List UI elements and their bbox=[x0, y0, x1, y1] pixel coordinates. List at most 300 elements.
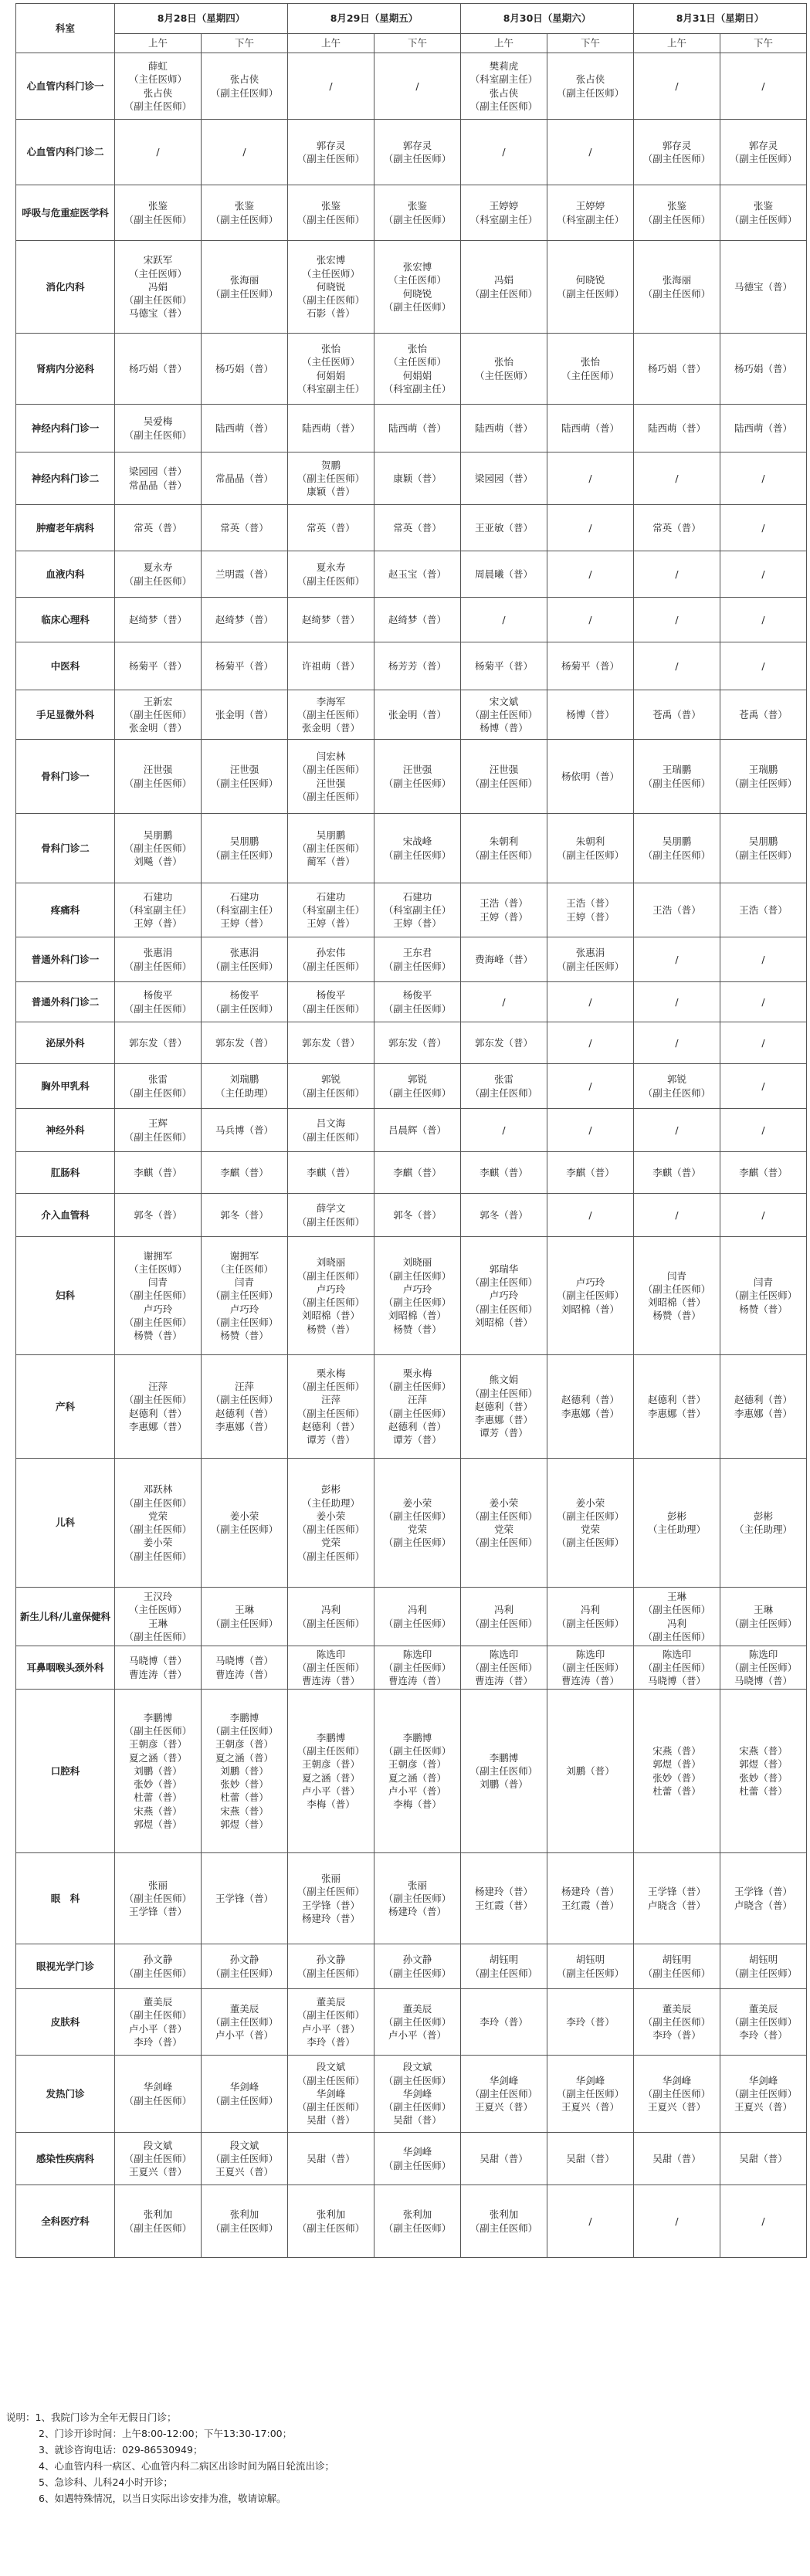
pm-slot-cell bbox=[374, 982, 461, 1022]
doctor-line: （副主任医师） bbox=[642, 1967, 711, 1979]
doctor-line: 兰明霞（普） bbox=[215, 568, 273, 580]
pm-slot-cell bbox=[202, 1237, 288, 1355]
pm-slot-cell bbox=[547, 690, 634, 740]
doctor-line: （副主任医师） bbox=[556, 1661, 625, 1673]
pm-slot-cell bbox=[374, 883, 461, 937]
doctor-line: （副主任医师） bbox=[642, 1604, 711, 1616]
doctor-line: / bbox=[588, 521, 592, 534]
doctor-line: 张利加 bbox=[143, 2208, 173, 2221]
doctor-line: / bbox=[588, 1208, 592, 1221]
doctor-line: 杨巧娟（普） bbox=[128, 362, 187, 375]
table-row bbox=[16, 642, 807, 690]
doctor-line: （副主任医师） bbox=[469, 777, 538, 789]
am-slot-cell bbox=[288, 452, 374, 505]
doctor-line: （副主任医师） bbox=[642, 153, 711, 164]
doctor-line: 王新宏 bbox=[143, 695, 173, 707]
dept-name: 儿科 bbox=[16, 1459, 115, 1588]
doctor-line: 何晓锐 bbox=[575, 274, 605, 286]
table-row bbox=[16, 1690, 807, 1853]
doctor-line: （副主任医师） bbox=[210, 1967, 279, 1979]
pm-slot-cell bbox=[720, 1022, 807, 1064]
pm-slot-cell bbox=[720, 598, 807, 642]
doctor-line: 杜蕾（普） bbox=[652, 1785, 701, 1797]
pm-slot-cell bbox=[720, 1989, 807, 2056]
schedule-table bbox=[15, 3, 807, 2258]
pm-header: 下午 bbox=[202, 34, 288, 53]
pm-slot-cell bbox=[202, 1152, 288, 1194]
doctor-line: 郭存灵 bbox=[316, 139, 346, 151]
pm-slot-cell bbox=[547, 642, 634, 690]
table-row bbox=[16, 1109, 807, 1152]
doctor-line: （副主任医师） bbox=[469, 287, 538, 300]
doctor-line: 郭煜（普） bbox=[220, 1818, 269, 1830]
doctor-line: 常晶晶（普） bbox=[128, 479, 187, 491]
am-slot-cell bbox=[288, 551, 374, 598]
doctor-line: 曹连涛（普） bbox=[561, 1675, 619, 1687]
doctor-line: （主任医师） bbox=[301, 356, 360, 368]
doctor-line: （副主任医师） bbox=[469, 1510, 538, 1522]
am-slot-cell bbox=[461, 1152, 547, 1194]
am-slot-cell bbox=[288, 937, 374, 982]
pm-slot-cell bbox=[374, 2133, 461, 2185]
doctor-line: 曹连涛（普） bbox=[474, 1675, 533, 1687]
doctor-line: 郭存灵 bbox=[748, 139, 778, 151]
doctor-line: 张金明（普） bbox=[215, 708, 273, 720]
pm-slot-cell bbox=[374, 1109, 461, 1152]
pm-header: 下午 bbox=[547, 34, 634, 53]
doctor-line: 杨赞（普） bbox=[220, 1330, 269, 1342]
am-slot-cell bbox=[634, 1646, 720, 1690]
pm-slot-cell bbox=[374, 740, 461, 814]
doctor-line: 汪世强 bbox=[229, 764, 259, 776]
doctor-line: （副主任医师） bbox=[469, 849, 538, 861]
doctor-line: 卢小平（普） bbox=[388, 2029, 446, 2042]
doctor-line: / bbox=[761, 521, 765, 534]
doctor-line: / bbox=[675, 1208, 679, 1221]
doctor-line: 卢巧玲 bbox=[316, 1283, 346, 1295]
doctor-line: 蔺军（普） bbox=[307, 856, 355, 868]
doctor-line: （副主任医师） bbox=[556, 287, 625, 300]
doctor-line: 马德宝（普） bbox=[734, 280, 792, 293]
doctor-line: 张占侠 bbox=[575, 73, 605, 86]
doctor-line: 王浩（普） bbox=[480, 897, 528, 910]
pm-slot-cell bbox=[202, 1989, 288, 2056]
doctor-line: 汪世强 bbox=[143, 764, 173, 776]
pm-slot-cell bbox=[202, 883, 288, 937]
doctor-line: 薛虹 bbox=[147, 60, 168, 72]
doctor-line: 熊文娟 bbox=[489, 1374, 519, 1386]
doctor-line: 夏之涵（普） bbox=[215, 1751, 273, 1764]
doctor-line: （副主任医师） bbox=[469, 100, 538, 112]
doctor-line: （副主任医师） bbox=[210, 1316, 279, 1328]
doctor-line: （副主任医师） bbox=[383, 2101, 452, 2113]
dept-name: 妇科 bbox=[16, 1237, 115, 1355]
doctor-line: 张鉴 bbox=[666, 200, 686, 212]
pm-slot-cell bbox=[547, 1459, 634, 1588]
doctor-line: 李惠娜（普） bbox=[474, 1414, 533, 1426]
doctor-line: 闫青 bbox=[753, 1276, 773, 1289]
doctor-line: （副主任医师） bbox=[383, 1745, 452, 1757]
doctor-line: （副主任医师） bbox=[383, 1407, 452, 1419]
doctor-line: 冯利 bbox=[580, 1604, 600, 1616]
doctor-line: 陆西萌（普） bbox=[561, 422, 619, 434]
pm-slot-cell bbox=[720, 452, 807, 505]
doctor-line: （科室副主任） bbox=[297, 382, 365, 395]
am-slot-cell bbox=[634, 1022, 720, 1064]
pm-slot-cell bbox=[202, 53, 288, 120]
doctor-line: 杨巧娟（普） bbox=[734, 362, 792, 375]
doctor-line: 石影（普） bbox=[307, 307, 355, 320]
dept-name: 肛肠科 bbox=[16, 1152, 115, 1194]
doctor-line: 卢晓含（普） bbox=[734, 1899, 792, 1911]
doctor-line: 张金明（普） bbox=[301, 722, 360, 734]
doctor-line: 宋文斌 bbox=[489, 695, 519, 707]
doctor-line: 刘昭棉（普） bbox=[647, 1296, 706, 1308]
doctor-line: 王琳 bbox=[147, 1617, 168, 1629]
doctor-line: 周晨曦（普） bbox=[474, 568, 533, 580]
doctor-line: 郭冬（普） bbox=[220, 1208, 269, 1221]
doctor-line: 陈选印 bbox=[316, 1648, 346, 1660]
doctor-line: 张惠涓 bbox=[143, 947, 173, 959]
doctor-line: 张丽 bbox=[320, 1873, 341, 1884]
pm-slot-cell bbox=[547, 2056, 634, 2133]
doctor-line: 常英（普） bbox=[220, 521, 269, 534]
doctor-line: 党荣 bbox=[493, 1524, 513, 1535]
dept-name: 全科医疗科 bbox=[16, 2185, 115, 2258]
doctor-line: 吕晨辉（普） bbox=[388, 1124, 446, 1136]
dept-name: 新生儿科/儿童保健科 bbox=[16, 1588, 115, 1646]
am-slot-cell bbox=[115, 53, 202, 120]
am-slot-cell bbox=[288, 1690, 374, 1853]
pm-slot-cell bbox=[720, 551, 807, 598]
doctor-line: （科室副主任） bbox=[297, 903, 365, 916]
dept-name: 骨科门诊二 bbox=[16, 814, 115, 883]
doctor-line: 石建功 bbox=[316, 890, 346, 903]
doctor-line: 陆西萌（普） bbox=[215, 422, 273, 434]
doctor-line: 姜小荣 bbox=[143, 1537, 173, 1549]
doctor-line: （副主任医师） bbox=[210, 777, 279, 789]
pm-slot-cell bbox=[202, 405, 288, 452]
pm-slot-cell bbox=[374, 1853, 461, 1944]
doctor-line: 陆西萌（普） bbox=[474, 422, 533, 434]
doctor-line: （主任医师） bbox=[561, 369, 619, 381]
doctor-line: 彭彬 bbox=[320, 1483, 341, 1496]
pm-slot-cell bbox=[374, 1355, 461, 1459]
doctor-line: 董美辰 bbox=[229, 2002, 259, 2015]
doctor-line: 马晓博（普） bbox=[128, 1655, 187, 1667]
pm-slot-cell bbox=[374, 334, 461, 405]
doctor-line: / bbox=[502, 995, 506, 1008]
pm-slot-cell bbox=[202, 551, 288, 598]
table-row bbox=[16, 2185, 807, 2258]
doctor-line: 张宏博 bbox=[316, 254, 346, 266]
dept-name: 神经内科门诊一 bbox=[16, 405, 115, 452]
pm-slot-cell bbox=[202, 982, 288, 1022]
doctor-line: 姜小荣 bbox=[229, 1510, 259, 1522]
pm-slot-cell bbox=[547, 334, 634, 405]
doctor-line: 石建功 bbox=[143, 890, 173, 903]
doctor-line: 刘鹏（普） bbox=[566, 1764, 615, 1777]
doctor-line: 王夏兴（普） bbox=[647, 2101, 706, 2113]
doctor-line: 杨博（普） bbox=[480, 722, 528, 734]
doctor-line: 吴朋鹏 bbox=[316, 829, 346, 841]
doctor-line: 王学锋（普） bbox=[647, 1886, 706, 1898]
doctor-line: 陈选印 bbox=[575, 1648, 605, 1660]
doctor-line: （副主任医师） bbox=[469, 1086, 538, 1099]
doctor-line: 郭存灵 bbox=[402, 139, 432, 151]
table-row bbox=[16, 452, 807, 505]
doctor-line: / bbox=[761, 2215, 765, 2227]
doctor-line: 梁园园（普） bbox=[128, 466, 187, 478]
doctor-line: （副主任医师） bbox=[383, 1661, 452, 1673]
pm-slot-cell bbox=[202, 690, 288, 740]
doctor-line: 宋燕（普） bbox=[652, 1745, 701, 1757]
am-slot-cell bbox=[461, 334, 547, 405]
doctor-line: 吴甜（普） bbox=[652, 2152, 701, 2164]
doctor-line: 杨赞（普） bbox=[652, 1310, 701, 1322]
am-slot-cell bbox=[461, 598, 547, 642]
doctor-line: （副主任医师） bbox=[469, 708, 538, 720]
doctor-line: 赵德利（普） bbox=[301, 1420, 360, 1432]
pm-slot-cell bbox=[547, 1152, 634, 1194]
am-slot-cell bbox=[634, 2133, 720, 2185]
doctor-line: （副主任医师） bbox=[729, 153, 798, 164]
dept-name: 眼视光学门诊 bbox=[16, 1944, 115, 1989]
doctor-line: （副主任医师） bbox=[124, 1290, 192, 1302]
doctor-line: / bbox=[588, 146, 592, 158]
doctor-line: 王亚敏（普） bbox=[474, 521, 533, 534]
table-row bbox=[16, 883, 807, 937]
pm-slot-cell bbox=[374, 53, 461, 120]
doctor-line: 党荣 bbox=[147, 1510, 168, 1522]
doctor-line: / bbox=[761, 472, 765, 484]
pm-slot-cell bbox=[374, 1989, 461, 2056]
pm-slot-cell bbox=[202, 1646, 288, 1690]
doctor-line: （副主任医师） bbox=[297, 1617, 365, 1629]
doctor-line: 刘鹏（普） bbox=[134, 1764, 182, 1777]
am-slot-cell bbox=[461, 1194, 547, 1237]
dept-name: 胸外甲乳科 bbox=[16, 1064, 115, 1109]
doctor-line: （副主任医师） bbox=[729, 2087, 798, 2100]
doctor-line: / bbox=[761, 1036, 765, 1049]
pm-slot-cell bbox=[547, 1194, 634, 1237]
doctor-line: （副主任医师） bbox=[556, 2087, 625, 2100]
doctor-line: 王婷婷 bbox=[575, 200, 605, 212]
dept-name: 血液内科 bbox=[16, 551, 115, 598]
am-slot-cell bbox=[634, 2185, 720, 2258]
doctor-line: 王琳 bbox=[666, 1591, 686, 1602]
doctor-line: 张鉴 bbox=[147, 200, 168, 212]
doctor-line: 李玲（普） bbox=[307, 2035, 355, 2048]
pm-slot-cell bbox=[547, 2185, 634, 2258]
am-slot-cell bbox=[115, 1944, 202, 1989]
doctor-line: 段文斌 bbox=[402, 2061, 432, 2073]
am-slot-cell bbox=[461, 1459, 547, 1588]
doctor-line: （副主任医师） bbox=[642, 287, 711, 300]
doctor-line: 杨建玲（普） bbox=[388, 1906, 446, 1918]
doctor-line: 卢小平（普） bbox=[388, 1785, 446, 1797]
doctor-line: 何晓锐 bbox=[316, 280, 346, 293]
am-slot-cell bbox=[461, 937, 547, 982]
am-slot-cell bbox=[634, 1064, 720, 1109]
doctor-line: / bbox=[588, 1124, 592, 1136]
pm-slot-cell bbox=[374, 551, 461, 598]
am-slot-cell bbox=[634, 2056, 720, 2133]
dept-name: 眼 科 bbox=[16, 1853, 115, 1944]
day-header: 8月29日（星期五） bbox=[288, 4, 461, 34]
doctor-line: 张利加 bbox=[316, 2208, 346, 2221]
note-line: 5、急诊科、儿科24小时开诊； bbox=[39, 2476, 173, 2488]
pm-slot-cell bbox=[202, 120, 288, 185]
am-slot-cell bbox=[115, 241, 202, 334]
pm-slot-cell bbox=[202, 598, 288, 642]
am-header: 上午 bbox=[288, 34, 374, 53]
doctor-line: 何娟娟 bbox=[316, 369, 346, 381]
doctor-line: 常晶晶（普） bbox=[215, 472, 273, 484]
pm-slot-cell bbox=[202, 1853, 288, 1944]
doctor-line: 吴朋鹏 bbox=[229, 836, 259, 848]
table-row bbox=[16, 1355, 807, 1459]
am-slot-cell bbox=[461, 740, 547, 814]
doctor-line: 李鹏博 bbox=[489, 1751, 519, 1764]
doctor-line: 郭东发（普） bbox=[128, 1036, 187, 1049]
doctor-line: 曹连涛（普） bbox=[215, 1668, 273, 1680]
am-slot-cell bbox=[288, 740, 374, 814]
am-slot-cell bbox=[115, 2185, 202, 2258]
doctor-line: 郭煜（普） bbox=[134, 1818, 182, 1830]
doctor-line: 杨依明（普） bbox=[561, 770, 619, 782]
doctor-line: 李玲（普） bbox=[652, 2029, 701, 2042]
doctor-line: 王朝彦（普） bbox=[128, 1738, 187, 1751]
doctor-line: 吕文海 bbox=[316, 1117, 346, 1130]
doctor-line: 王夏兴（普） bbox=[474, 2101, 533, 2113]
pm-slot-cell bbox=[202, 1690, 288, 1853]
doctor-line: 谢拥军 bbox=[143, 1249, 173, 1262]
pm-slot-cell bbox=[720, 1588, 807, 1646]
pm-slot-cell bbox=[374, 120, 461, 185]
doctor-line: （副主任医师） bbox=[210, 1617, 279, 1629]
am-slot-cell bbox=[115, 120, 202, 185]
pm-slot-cell bbox=[374, 1194, 461, 1237]
schedule-page bbox=[15, 3, 806, 2258]
doctor-line: / bbox=[761, 1208, 765, 1221]
table-row bbox=[16, 185, 807, 241]
doctor-line: （副主任医师） bbox=[297, 1886, 365, 1898]
table-row bbox=[16, 1989, 807, 2056]
am-slot-cell bbox=[461, 883, 547, 937]
doctor-line: （副主任医师） bbox=[210, 1290, 279, 1302]
doctor-line: （科室副主任） bbox=[469, 73, 538, 86]
doctor-line: （副主任医师） bbox=[383, 1892, 452, 1904]
doctor-line: 张妙（普） bbox=[134, 1778, 182, 1791]
doctor-line: （科室副主任） bbox=[210, 903, 279, 916]
doctor-line: 康颖（普） bbox=[307, 486, 355, 498]
doctor-line: 何晓锐 bbox=[402, 287, 432, 300]
am-slot-cell bbox=[115, 1459, 202, 1588]
doctor-line: 张丽 bbox=[147, 1879, 168, 1891]
doctor-line: 谢拥军 bbox=[229, 1249, 259, 1262]
day-header: 8月30日（星期六） bbox=[461, 4, 634, 34]
pm-slot-cell bbox=[374, 505, 461, 551]
pm-slot-cell bbox=[374, 1690, 461, 1853]
pm-slot-cell bbox=[720, 814, 807, 883]
pm-slot-cell bbox=[547, 1588, 634, 1646]
pm-slot-cell bbox=[547, 1690, 634, 1853]
pm-slot-cell bbox=[547, 185, 634, 241]
doctor-line: 宋燕（普） bbox=[739, 1745, 788, 1757]
table-row bbox=[16, 405, 807, 452]
doctor-line: 朱朝利 bbox=[489, 836, 519, 848]
doctor-line: 王婷（普） bbox=[566, 910, 615, 923]
am-slot-cell bbox=[461, 1237, 547, 1355]
pm-slot-cell bbox=[720, 405, 807, 452]
doctor-line: （副主任医师） bbox=[297, 1269, 365, 1282]
pm-slot-cell bbox=[720, 1194, 807, 1237]
doctor-line: 卢晓含（普） bbox=[647, 1899, 706, 1911]
doctor-line: / bbox=[502, 146, 506, 158]
doctor-line: 杜蕾（普） bbox=[739, 1785, 788, 1797]
doctor-line: （副主任医师） bbox=[556, 1290, 625, 1302]
doctor-line: （副主任医师） bbox=[383, 2222, 452, 2234]
doctor-line: （副主任医师） bbox=[124, 1394, 192, 1406]
doctor-line: 冯利 bbox=[320, 1604, 341, 1616]
am-slot-cell bbox=[634, 1588, 720, 1646]
doctor-line: 夏之涵（普） bbox=[301, 1771, 360, 1784]
am-header: 上午 bbox=[461, 34, 547, 53]
doctor-line: （副主任医师） bbox=[297, 960, 365, 972]
doctor-line: 王夏兴（普） bbox=[215, 2166, 273, 2178]
am-slot-cell bbox=[461, 241, 547, 334]
am-slot-cell bbox=[115, 185, 202, 241]
doctor-line: 马晓博（普） bbox=[215, 1655, 273, 1667]
dept-name: 心血管内科门诊一 bbox=[16, 53, 115, 120]
am-slot-cell bbox=[461, 1064, 547, 1109]
pm-slot-cell bbox=[720, 334, 807, 405]
doctor-line: 苍禹（普） bbox=[652, 708, 701, 720]
table-row bbox=[16, 937, 807, 982]
doctor-line: / bbox=[761, 995, 765, 1008]
am-slot-cell bbox=[634, 185, 720, 241]
doctor-line: 华剑峰 bbox=[229, 2081, 259, 2093]
doctor-line: / bbox=[675, 659, 679, 672]
doctor-line: 李麒（普） bbox=[652, 1166, 701, 1178]
dept-name: 发热门诊 bbox=[16, 2056, 115, 2133]
doctor-line: （副主任医师） bbox=[124, 708, 192, 720]
table-row bbox=[16, 690, 807, 740]
doctor-line: 栗永梅 bbox=[316, 1367, 346, 1379]
doctor-line: 卢巧玲 bbox=[402, 1283, 432, 1295]
am-slot-cell bbox=[461, 452, 547, 505]
doctor-line: 常英（普） bbox=[307, 521, 355, 534]
doctor-line: 杨建玲（普） bbox=[474, 1886, 533, 1898]
doctor-line: （主任医师） bbox=[128, 1604, 187, 1616]
doctor-line: 孙宏伟 bbox=[316, 947, 346, 959]
doctor-line: （副主任医师） bbox=[469, 1387, 538, 1399]
doctor-line: （副主任医师） bbox=[642, 777, 711, 789]
doctor-line: （副主任医师） bbox=[124, 1002, 192, 1015]
doctor-line: 王浩（普） bbox=[739, 903, 788, 916]
doctor-line: 姜小荣 bbox=[316, 1510, 346, 1522]
doctor-line: 闫青 bbox=[147, 1276, 168, 1289]
am-slot-cell bbox=[288, 1022, 374, 1064]
doctor-line: 张雷 bbox=[147, 1073, 168, 1086]
doctor-line: （副主任医师） bbox=[124, 1524, 192, 1535]
doctor-line: 石建功 bbox=[229, 890, 259, 903]
doctor-line: / bbox=[588, 1080, 592, 1092]
doctor-line: 卢小平（普） bbox=[215, 2029, 273, 2042]
doctor-line: （副主任医师） bbox=[383, 777, 452, 789]
doctor-line: 王朝彦（普） bbox=[301, 1758, 360, 1771]
